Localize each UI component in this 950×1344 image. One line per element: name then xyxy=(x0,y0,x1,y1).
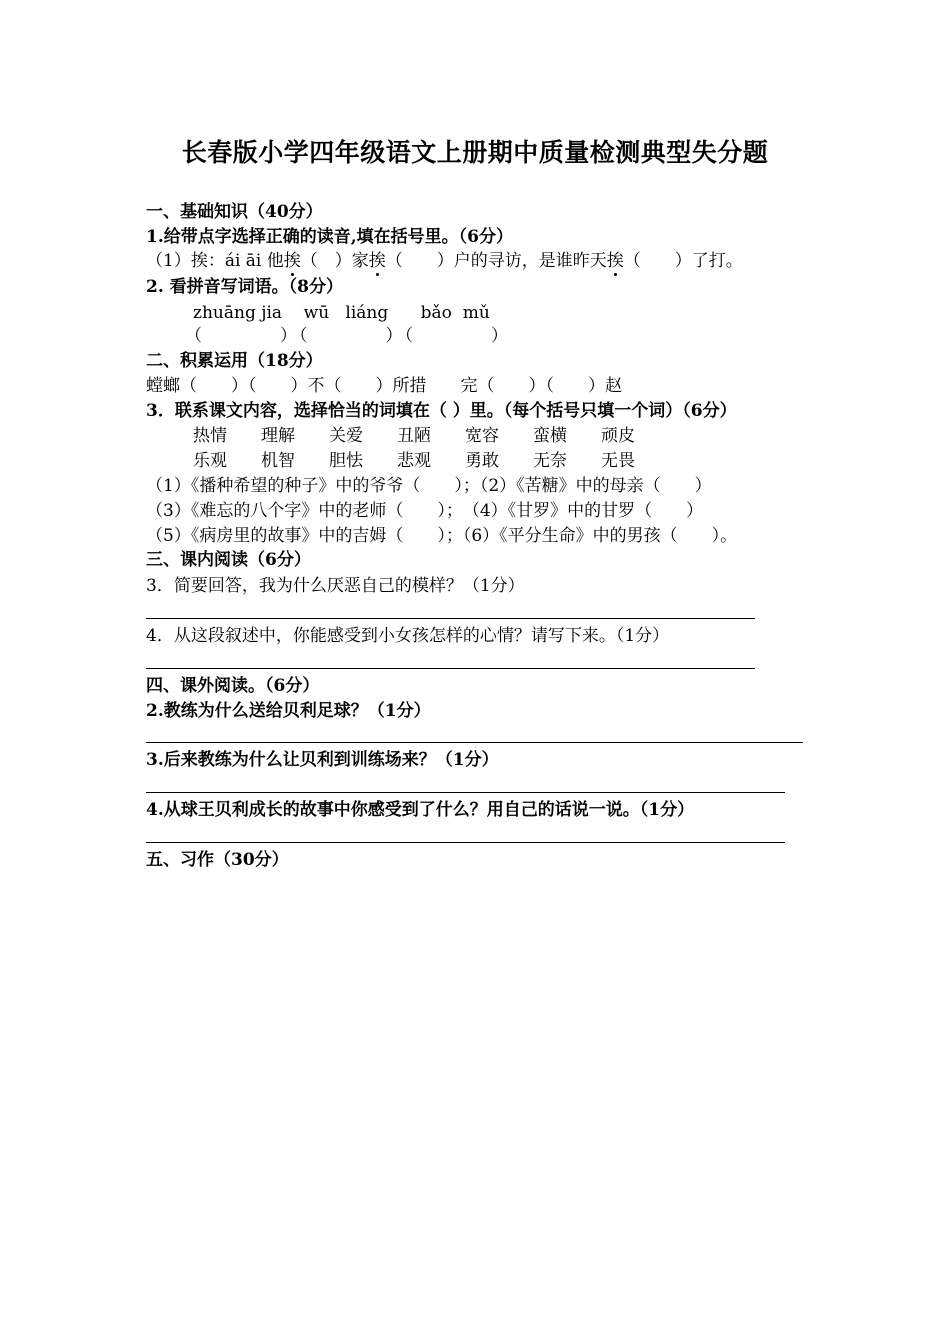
extra-reading-q2: 2.教练为什么送给贝利足球？（1分） xyxy=(146,701,431,721)
section-4-heading: 四、课外阅读。（6分） xyxy=(146,676,320,696)
dotted-char: 挨 xyxy=(606,251,624,271)
q2-blanks: （ ）（ ）（ ） xyxy=(185,326,510,346)
section-5-heading: 五、习作（30分） xyxy=(146,850,289,870)
q1-text-a: （1）挨：ái āi 他 xyxy=(146,251,284,271)
q1-text-d: （ ）了打。 xyxy=(623,251,743,271)
q3-title: 3．联系课文内容，选择恰当的词填在（ ）里。（每个括号只填一个词）（6分） xyxy=(146,401,737,421)
dotted-char: 挨 xyxy=(283,251,301,271)
q1-title: 1.给带点字选择正确的读音,填在括号里。（6分） xyxy=(146,227,513,247)
section-1-heading: 一、基础知识（40分） xyxy=(146,202,323,222)
section-2-heading: 二、积累运用（18分） xyxy=(146,351,323,371)
dotted-char: 挨 xyxy=(368,251,386,271)
answer-line xyxy=(146,792,785,793)
idiom-fill-line: 螳螂（ ）（ ）不（ ）所措 完（ ）（ ）赵 xyxy=(146,376,622,396)
answer-line xyxy=(146,842,785,843)
fill-item-row: （5）《病房里的故事》中的吉姆（ ）；（6）《平分生命》中的男孩（ ）。 xyxy=(146,526,738,546)
reading-q3: 3．简要回答，我为什么厌恶自己的模样？（1分） xyxy=(146,576,525,596)
answer-line xyxy=(146,618,755,619)
q1-text-b: （ ）家 xyxy=(300,251,369,271)
q1-text-c: （ ）户的寻访，是谁昨天 xyxy=(385,251,607,271)
fill-item-row: （1）《播种希望的种子》中的爷爷（ ）；（2）《苦糖》中的母亲（ ） xyxy=(146,476,712,496)
section-3-heading: 三、课内阅读（6分） xyxy=(146,550,311,570)
q1-line xyxy=(146,250,743,272)
answer-line xyxy=(146,668,755,669)
answer-line xyxy=(146,742,803,743)
extra-reading-q3: 3.后来教练为什么让贝利到训练场来？（1分） xyxy=(146,750,499,770)
q2-pinyin: zhuāng jia wū liáng bǎo mǔ xyxy=(193,303,490,323)
page-title: 长春版小学四年级语文上册期中质量检测典型失分题 xyxy=(181,138,769,167)
word-bank-row-1: 热情 理解 关爱 丑陋 宽容 蛮横 顽皮 xyxy=(193,426,635,446)
extra-reading-q4: 4.从球王贝利成长的故事中你感受到了什么？用自己的话说一说。（1分） xyxy=(146,800,695,820)
fill-item-row: （3）《难忘的八个字》中的老师（ ）； （4）《甘罗》中的甘罗（ ） xyxy=(146,501,704,521)
q2-title: 2. 看拼音写词语。（8分） xyxy=(146,277,343,297)
reading-q4: 4．从这段叙述中，你能感受到小女孩怎样的心情？请写下来。（1分） xyxy=(146,626,670,646)
word-bank-row-2: 乐观 机智 胆怯 悲观 勇敢 无奈 无畏 xyxy=(193,451,635,471)
